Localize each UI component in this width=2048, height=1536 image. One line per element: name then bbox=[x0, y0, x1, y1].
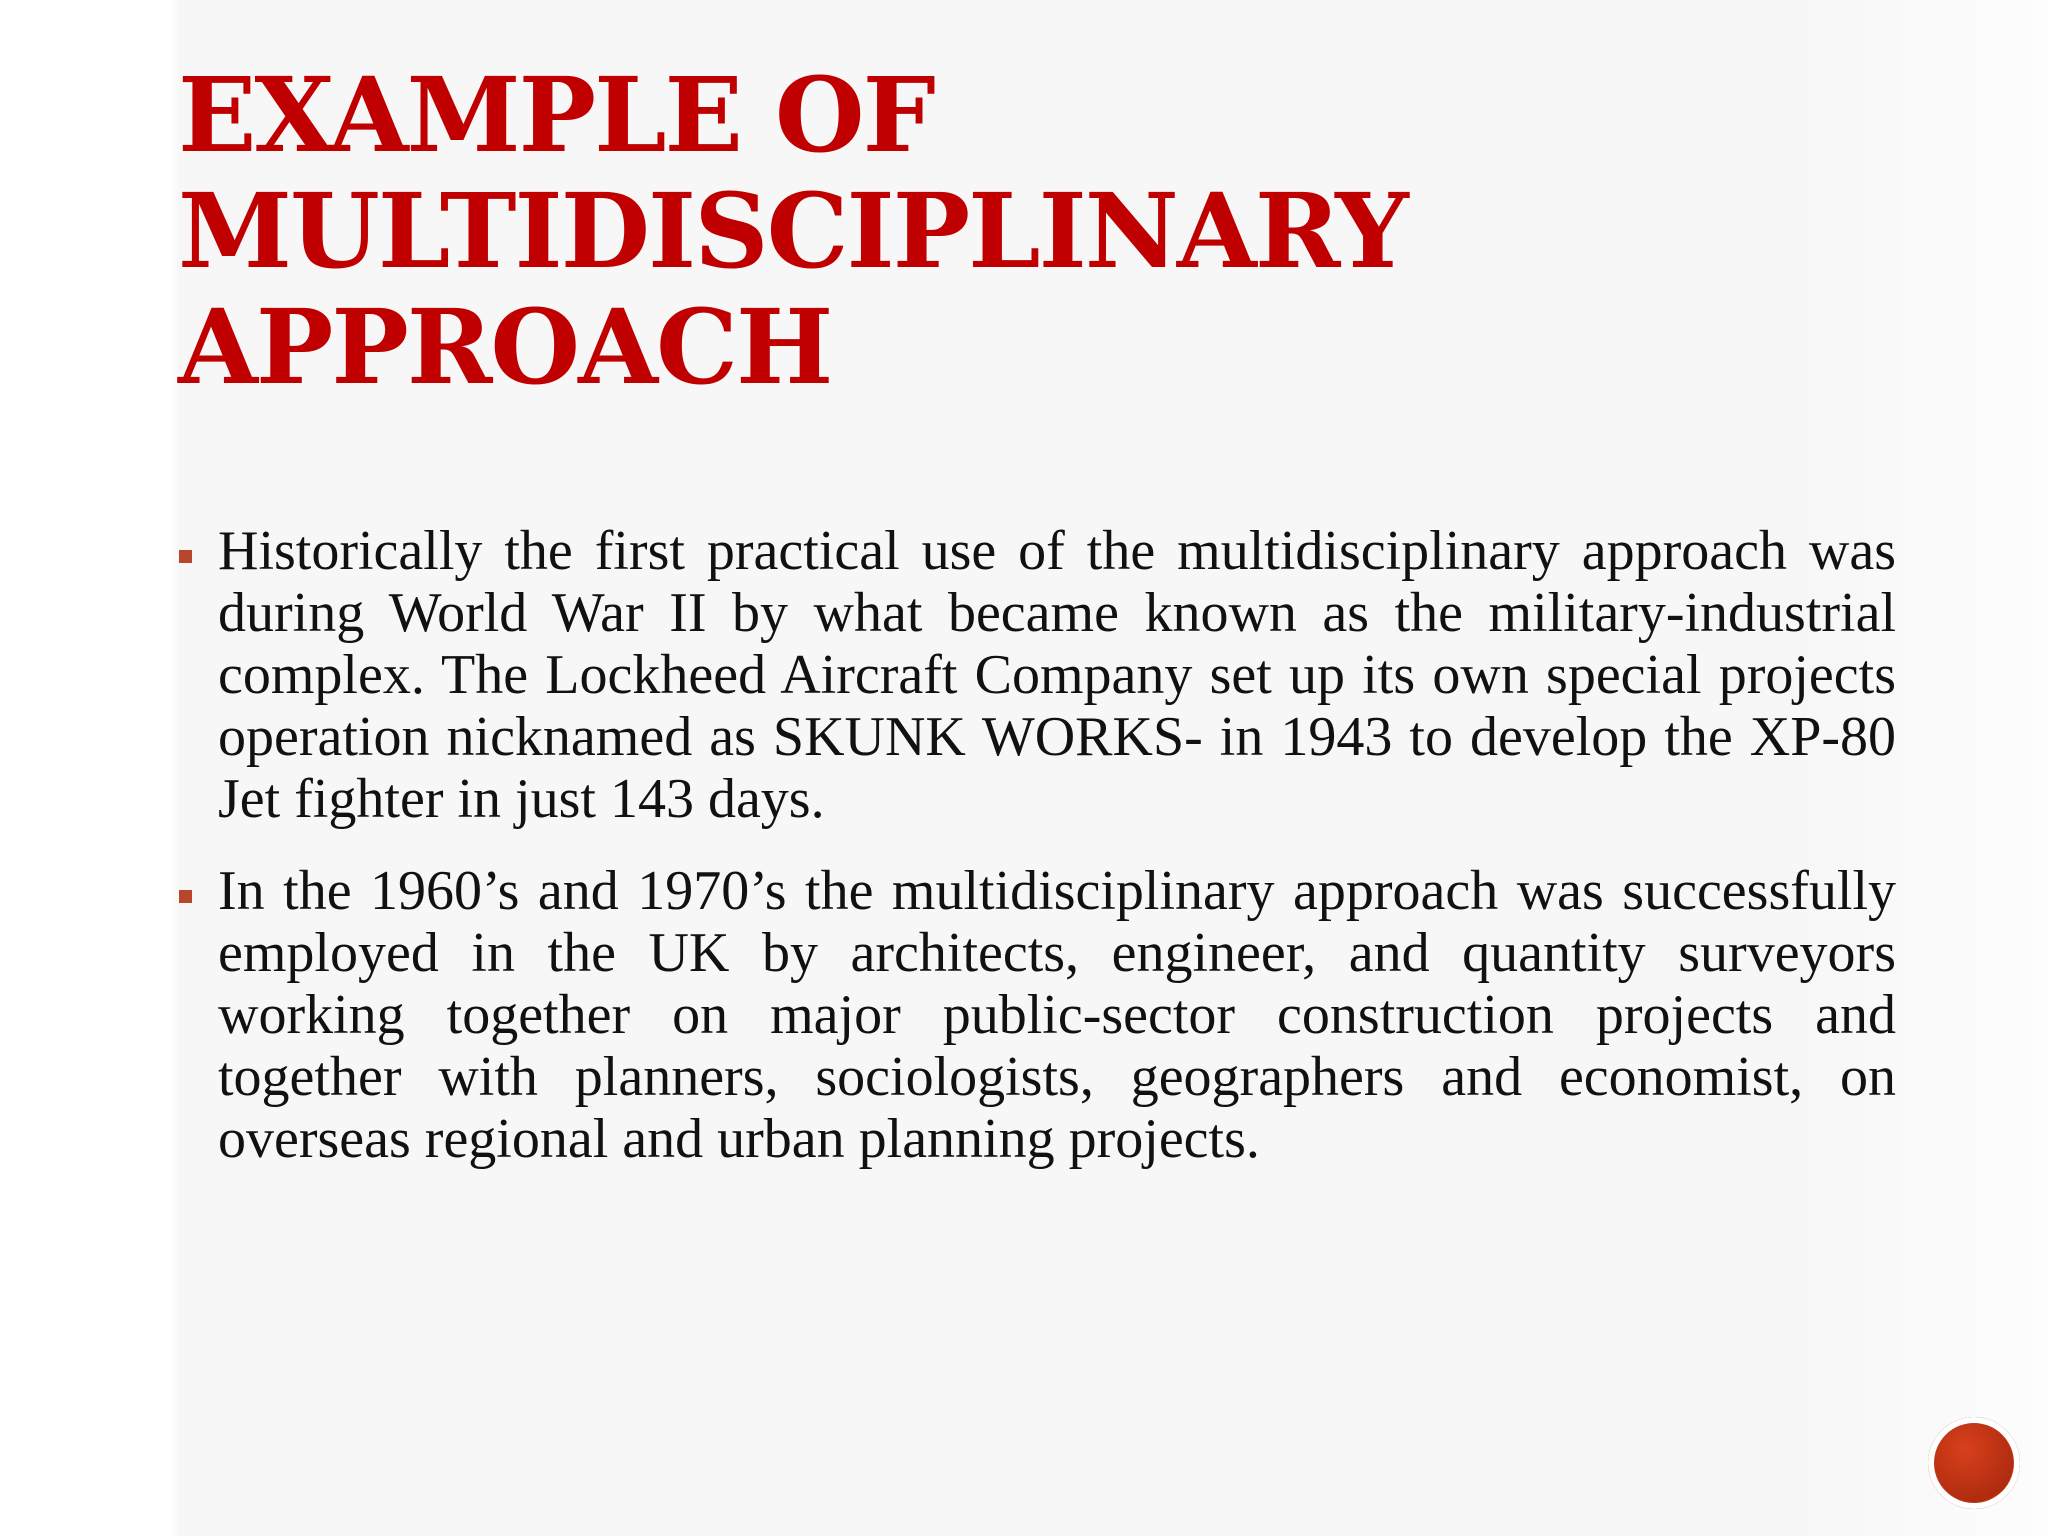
bullet-item bbox=[176, 860, 1896, 1170]
nav-button-rim bbox=[1931, 1420, 2017, 1506]
slide-title-line: EXAMPLE OF bbox=[178, 55, 934, 176]
bullet-item bbox=[176, 520, 1896, 830]
slide-title-line: MULTIDISCIPLINARY bbox=[178, 171, 1407, 292]
bullet-text: Historically the first practical use of the multidisciplinary approach was during World War II by what became known as the military-industrial complex. The Lockheed Aircraft Company set up its own special projects operation nicknamed as SKUNK WORKS- in 1943 to develop the XP-80 Jet fighter in just 143 days. bbox=[218, 520, 1896, 830]
circle-nav-icon[interactable] bbox=[1928, 1417, 2020, 1509]
square-bullet-icon bbox=[179, 890, 192, 903]
bullet-list bbox=[176, 520, 1896, 1200]
slide-title bbox=[178, 55, 1678, 408]
square-bullet-icon bbox=[179, 550, 192, 563]
bullet-text: In the 1960’s and 1970’s the multidisciplinary approach was successfully employed in the UK by architects, engineer, and quantity surveyors working together on major public-sector construction projects and together with planners, sociologists, geographers and economist, on overseas regional and urban planning projects. bbox=[218, 860, 1896, 1170]
slide-title-line: APPROACH bbox=[178, 287, 832, 408]
